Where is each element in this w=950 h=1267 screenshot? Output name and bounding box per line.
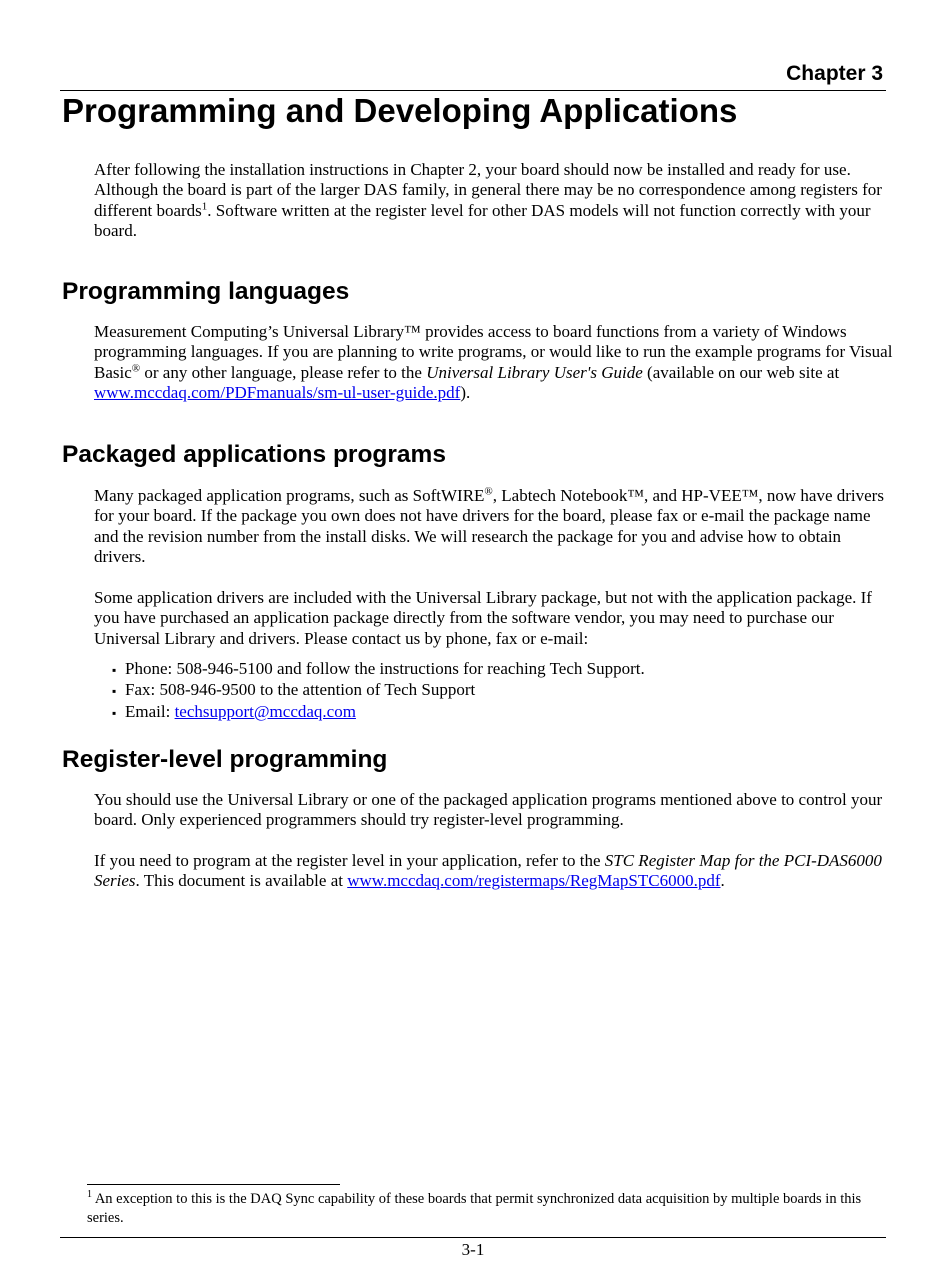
programming-languages-paragraph	[94, 322, 894, 403]
email-label: Email:	[125, 701, 171, 721]
heading-packaged-applications: Packaged applications programs	[62, 441, 446, 468]
heading-register-level: Register-level programming	[62, 746, 388, 773]
pa-text-1: Many packaged application programs, such as SoftWIRE	[94, 486, 485, 505]
register-level-paragraph-1: You should use the Universal Library or one of the packaged application programs mentioned above to control your board. Only experienced programmers should try register-level programming.	[94, 790, 883, 830]
pl-text-1: Measurement Computing’s Universal Library™ provides access to board functions from a variety of Windows programming languages. If you are planning to write programs, or would like to run the example programs for Visual Basic	[94, 322, 893, 382]
bullet-icon: ▪	[112, 663, 117, 677]
register-map-title: STC Register Map for the PCI-DAS6000 Series	[94, 851, 882, 891]
heading-programming-languages: Programming languages	[62, 278, 350, 305]
list-item-fax	[112, 680, 645, 701]
list-item-email	[112, 702, 645, 723]
register-map-link[interactable]: www.mccdaq.com/registermaps/RegMapSTC6000.pdf	[347, 871, 721, 891]
rl-text-2: . This document is available at	[135, 871, 348, 891]
packaged-applications-paragraph-1	[94, 486, 894, 567]
phone-text: Phone: 508-946-5100 and follow the instructions for reaching Tech Support.	[125, 659, 645, 678]
registered-mark: ®	[131, 361, 141, 374]
footnote-number: 1	[87, 1189, 92, 1201]
contact-list	[112, 659, 645, 723]
page-title: Programming and Developing Applications	[62, 92, 738, 129]
intro-text-b: . Software written at the register level for other DAS models will not function correctly with your board.	[94, 200, 871, 240]
registered-mark: ®	[484, 485, 493, 498]
pl-text-4: ).	[460, 382, 471, 402]
pl-text-3: (available on our web site at	[642, 362, 840, 382]
fax-text: Fax: 508-946-9500 to the attention of Tech Support	[125, 680, 476, 700]
rl-text-1: If you need to program at the register level in your application, refer to the	[94, 851, 605, 870]
intro-text-a: After following the installation instructions in Chapter 2, your board should now be installed and ready for use. Although the board is part of the larger DAS family, in general there may be no correspondence among registers for different boards	[94, 160, 882, 220]
pa-text-2: , Labtech Notebook™, and HP-VEE™, now have drivers for your board. If the package you own does not have drivers for the board, please fax or e-mail the package name and the revision number from the install disks. We will research the package for you and advise how to obtain drivers.	[94, 486, 884, 566]
rl-text-3: .	[720, 871, 725, 891]
footnote-separator	[87, 1184, 340, 1185]
register-level-paragraph-2	[94, 851, 894, 892]
footnote	[87, 1190, 877, 1228]
footer-rule	[60, 1237, 886, 1238]
intro-paragraph	[94, 160, 894, 241]
list-item-phone	[112, 659, 645, 680]
chapter-label: Chapter 3	[786, 62, 883, 85]
packaged-applications-paragraph-2: Some application drivers are included with the Universal Library package, but not with the application package. If you have purchased an application package directly from the software vendor, you may need to purchase our Universal Library and drivers. Please contact us by phone, fax or e-mail:	[94, 588, 872, 648]
pl-text-2: or any other language, please refer to the	[140, 362, 427, 382]
bullet-icon: ▪	[112, 705, 117, 720]
email-link[interactable]: techsupport@mccdaq.com	[174, 701, 356, 721]
guide-title: Universal Library User's Guide	[426, 362, 643, 382]
bullet-icon: ▪	[112, 684, 117, 699]
page-number: 3-1	[461, 1240, 485, 1259]
footnote-text: An exception to this is the DAQ Sync capability of these boards that permit synchronized data acquisition by multiple boards in this series.	[87, 1191, 862, 1226]
ul-user-guide-link[interactable]: www.mccdaq.com/PDFmanuals/sm-ul-user-guide.pdf	[94, 382, 461, 402]
footnote-reference[interactable]: 1	[201, 199, 208, 212]
